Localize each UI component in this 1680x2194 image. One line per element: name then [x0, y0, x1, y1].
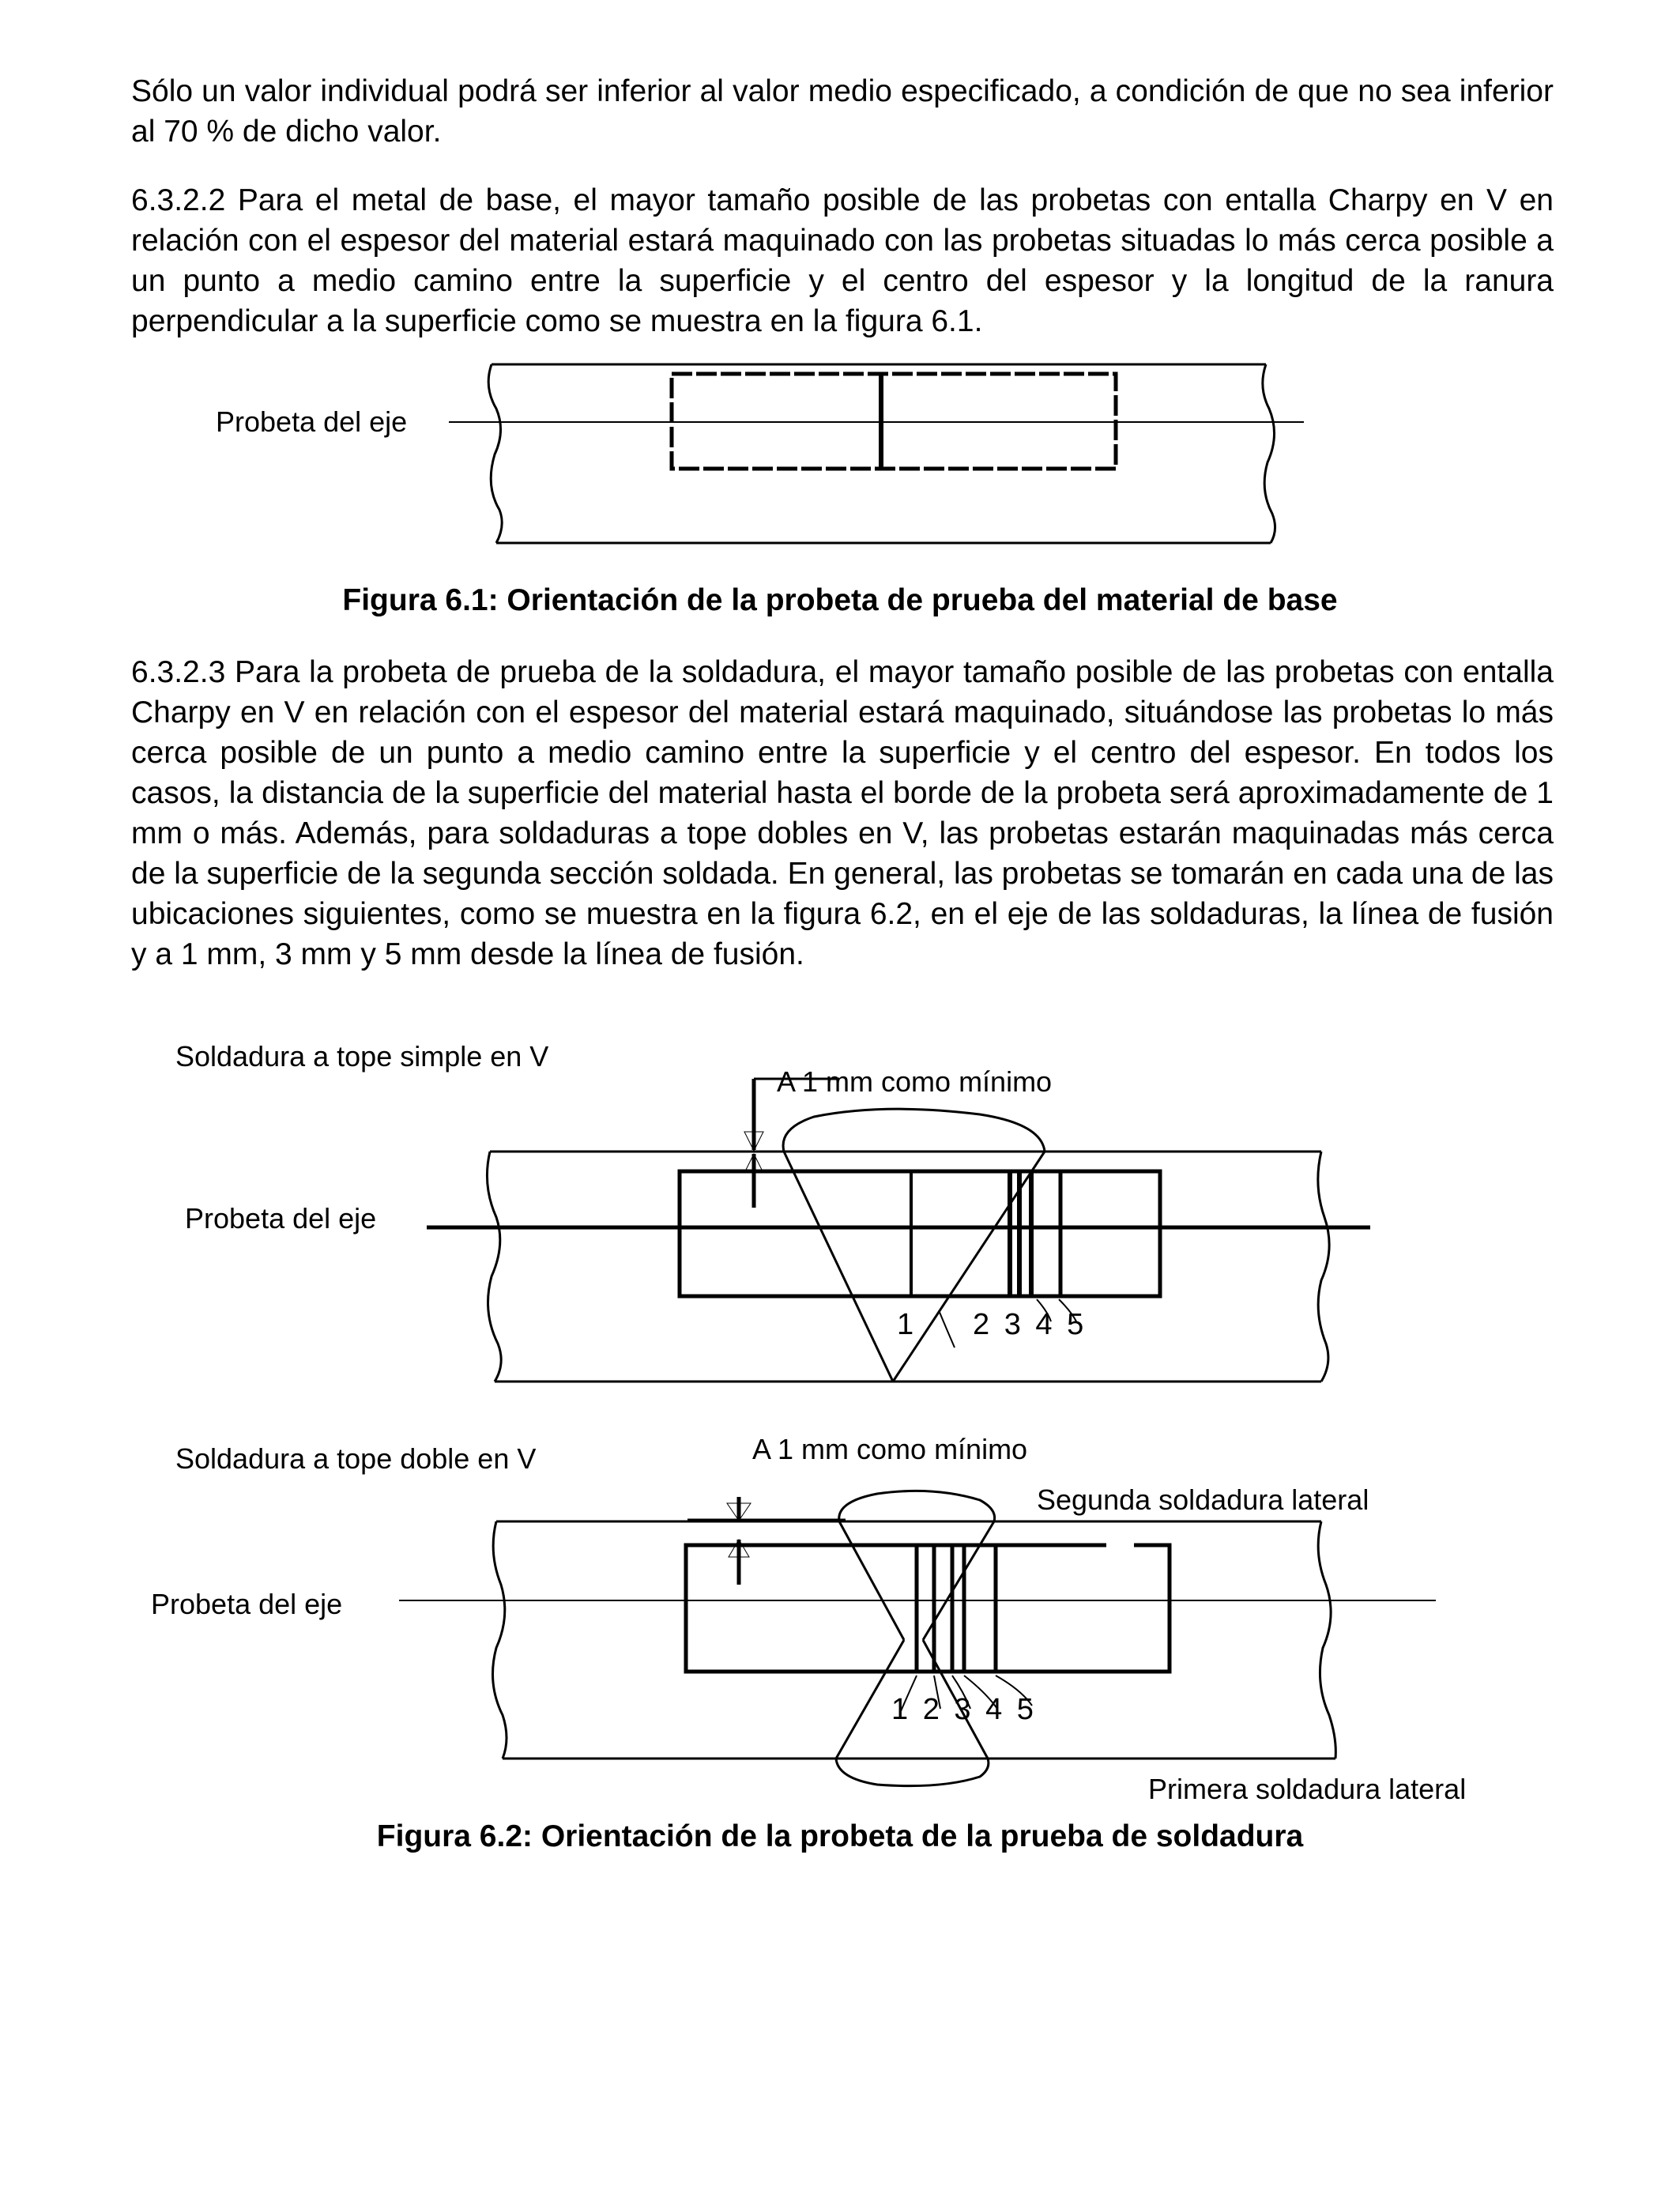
- single-v-title: Soldadura a tope simple en V: [175, 1040, 549, 1072]
- single-v-positions-2-5: 2 3 4 5: [973, 1308, 1087, 1341]
- single-v-weld-diagram: [0, 1075, 1680, 1383]
- double-v-second-side-label: Segunda soldadura lateral: [1037, 1483, 1369, 1516]
- paragraph-6-3-2-3: 6.3.2.3 Para la probeta de prueba de la soldadura, el mayor tamaño posible de las probetas con entalla Charpy en V en relación con el espesor del material estará maquinado, situándose las probetas lo más cerca posible de un punto a medio camino entre la superficie y el centro del espesor. En todos los casos, la distancia de la superficie del material hasta el borde de la probeta será aproximadamente de 1 mm o más. Además, para soldaduras a tope dobles en V, las probetas estarán maquinadas más cerca de la superficie de la segunda sección soldada. En general, las probetas se tomarán en cada una de las ubicaciones siguientes, como se muestra en la figura 6.2, en el eje de las soldaduras, la línea de fusión y a 1 mm, 3 mm y 5 mm desde la línea de fusión.: [131, 655, 1554, 971]
- double-v-axis-label: Probeta del eje: [151, 1588, 343, 1620]
- paragraph-6-3-2-2: 6.3.2.2 Para el metal de base, el mayor tamaño posible de las probetas con entalla Charpy en V en relación con el espesor del material estará maquinado con las probetas situadas lo más cerca posible a un punto a medio camino entre la superficie y el centro del espesor y la longitud de la ranura perpendicular a la superficie como se muestra en la figura 6.1.: [131, 183, 1554, 338]
- double-v-title: Soldadura a tope doble en V: [175, 1442, 537, 1475]
- single-v-position-1: 1: [897, 1308, 917, 1341]
- single-v-min-label: A 1 mm como mínimo: [777, 1065, 1053, 1098]
- paragraph-individual-value: Sólo un valor individual podrá ser inferior al valor medio especificado, a condición de que no sea inferior al 70 % de dicho valor.: [131, 74, 1554, 149]
- figure-6-1-caption: Figura 6.1: Orientación de la probeta de prueba del material de base: [342, 583, 1338, 617]
- double-v-weld-diagram: [0, 1486, 1680, 1802]
- double-v-first-side-label: Primera soldadura lateral: [1148, 1773, 1467, 1805]
- single-v-axis-label: Probeta del eje: [185, 1202, 377, 1235]
- figure-6-2-caption: Figura 6.2: Orientación de la probeta de la prueba de soldadura: [376, 1819, 1304, 1853]
- double-v-positions: 1 2 3 4 5: [891, 1693, 1037, 1726]
- fig1-axis-label: Probeta del eje: [216, 405, 408, 438]
- figure-6-1-diagram: [0, 360, 1680, 549]
- double-v-min-label: A 1 mm como mínimo: [752, 1433, 1028, 1465]
